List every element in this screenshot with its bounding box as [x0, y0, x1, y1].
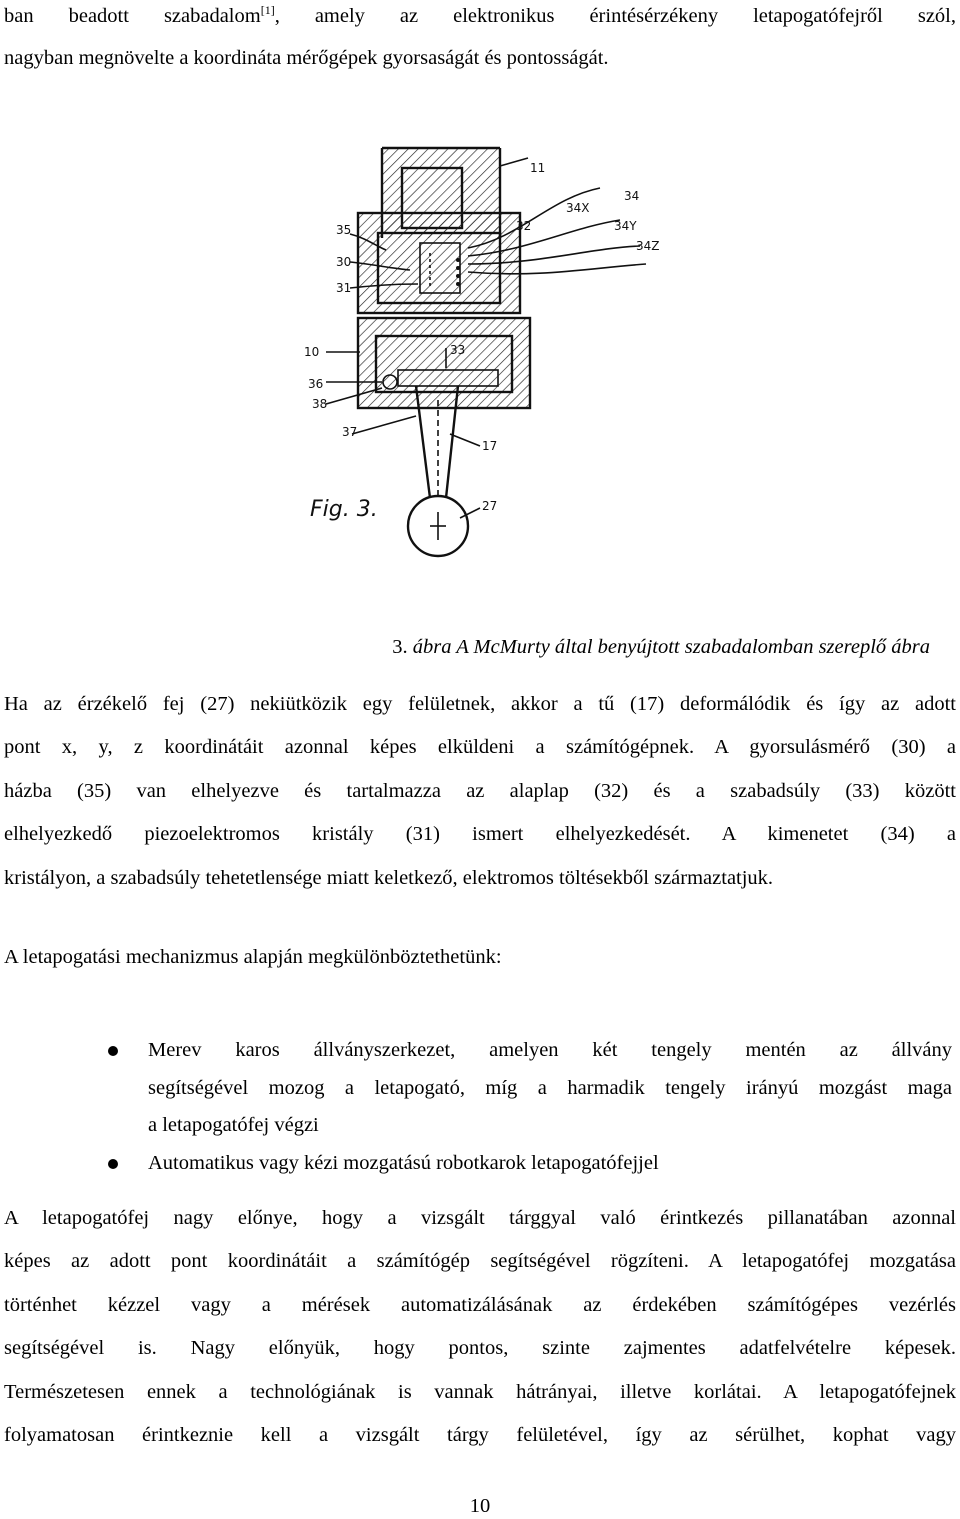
label-33: 33	[450, 343, 466, 357]
p1-line-4: elhelyezkedő piezoelektromos kristály (31) ismert elhelyezkedését. A kimenetet (34) a	[4, 823, 956, 845]
figure-caption: 3. ábra A McMurty által benyújtott szabadalomban szereplő ábra	[392, 636, 930, 658]
label-34: 34	[624, 189, 640, 203]
p1-line-5: kristályon, a szabadsúly tehetetlensége miatt keletkező, elektromos töltésekből származtatjuk.	[4, 867, 774, 889]
label-37: 37	[342, 425, 358, 439]
label-34y: 34Y	[614, 219, 637, 233]
figure-label: Fig. 3.	[310, 497, 378, 522]
p3-line-6: folyamatosan érintkeznie kell a vizsgált tárgy felületével, így az sérülhet, kophat vagy	[4, 1424, 956, 1446]
label-11: 11	[530, 161, 546, 175]
bullet-1-line-1: Merev karos állványszerkezet, amelyen két tengely mentén az állvány	[148, 1039, 952, 1061]
intro-line-1: ban beadott szabadalom[1], amely az elektronikus érintésérzékeny letapogatófejről szól,	[4, 3, 956, 27]
bullet-icon	[108, 1046, 118, 1056]
label-17: 17	[482, 439, 498, 453]
p1-line-3: házba (35) van elhelyezve és tartalmazza az alaplap (32) és a szabadsúly (33) között	[4, 780, 956, 802]
patent-figure	[290, 138, 690, 578]
label-27: 27	[482, 499, 498, 513]
probe-diagram	[290, 138, 690, 578]
intro-line-2: nagyban megnövelte a koordináta mérőgépek gyorsaságát és pontosságát.	[4, 47, 609, 69]
citation-reference[interactable]: [1]	[260, 3, 275, 17]
label-34x: 34X	[566, 201, 590, 215]
p3-line-5: Természetesen ennek a technológiának is vannak hátrányai, illetve korlátai. A letapogatófejnek	[4, 1381, 956, 1403]
page-number: 10	[469, 1495, 491, 1517]
label-30: 30	[336, 255, 352, 269]
label-34z: 34Z	[636, 239, 660, 253]
p3-line-1: A letapogatófej nagy előnye, hogy a vizsgált tárggyal való érintkezés pillanatában azonnal	[4, 1207, 956, 1229]
label-32: 32	[516, 219, 532, 233]
p2-line: A letapogatási mechanizmus alapján megkülönböztethetünk:	[4, 946, 502, 968]
label-38: 38	[312, 397, 328, 411]
p3-line-2: képes az adott pont koordinátáit a számítógép segítségével rögzíteni. A letapogatófej mozgatása	[4, 1250, 956, 1272]
bullet-1-line-3: a letapogatófej végzi	[148, 1114, 319, 1136]
bullet-1-line-2: segítségével mozog a letapogató, míg a harmadik tengely irányú mozgást maga	[148, 1077, 952, 1099]
p3-line-3: történhet kézzel vagy a mérések automatizálásának az érdekében számítógépes vezérlés	[4, 1294, 956, 1316]
label-31: 31	[336, 281, 352, 295]
bullet-2-line: Automatikus vagy kézi mozgatású robotkarok letapogatófejjel	[148, 1152, 659, 1174]
p1-line-2: pont x, y, z koordinátáit azonnal képes elküldeni a számítógépnek. A gyorsulásmérő (30) a	[4, 736, 956, 758]
label-35: 35	[336, 223, 352, 237]
p1-line-1: Ha az érzékelő fej (27) nekiütközik egy felületnek, akkor a tű (17) deformálódik és így az adott	[4, 693, 956, 715]
label-36: 36	[308, 377, 324, 391]
p3-line-4: segítségével is. Nagy előnyük, hogy pontos, szinte zajmentes adatfelvételre képesek.	[4, 1337, 956, 1359]
label-10: 10	[304, 345, 320, 359]
bullet-icon	[108, 1159, 118, 1169]
